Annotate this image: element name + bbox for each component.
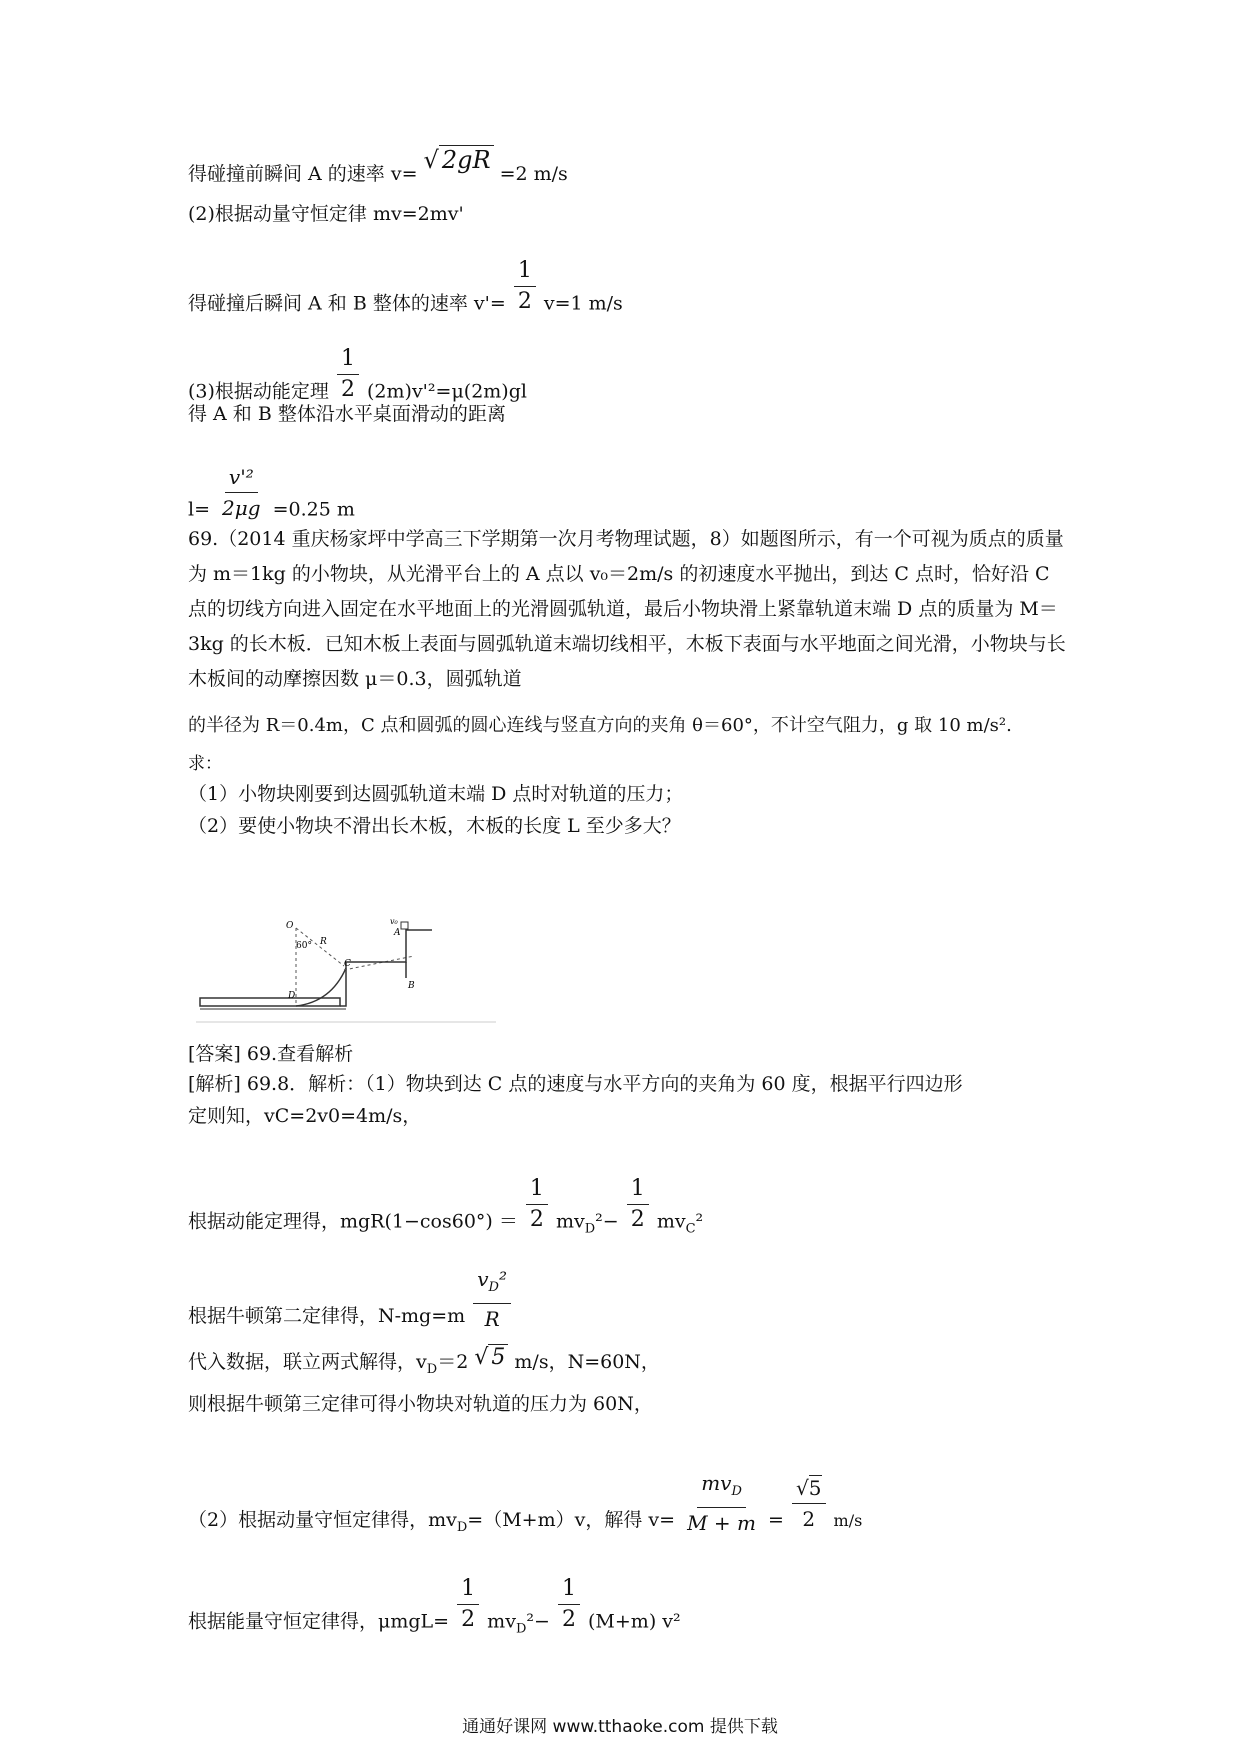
analysis-line-2 [188, 1104, 421, 1128]
text: 根据动能定理得，mgR(1−cos60°) ＝ [188, 1210, 518, 1233]
analysis-line-1 [188, 1072, 963, 1096]
text: l= [188, 498, 210, 521]
numerator: $v_D^2$ [473, 1264, 511, 1304]
fraction-half [457, 1574, 479, 1635]
text: (2)根据动量守恒定律 mv=2mv' [188, 203, 464, 225]
denominator: 2 [529, 1207, 544, 1232]
fraction-half [514, 256, 536, 317]
fraction-half [558, 1574, 580, 1635]
sqrt-expression: √ 5 [474, 1346, 508, 1370]
label-A: A [394, 928, 401, 938]
label-O: O [286, 921, 294, 931]
fraction-vd-over-r [473, 1264, 511, 1334]
trajectory [344, 956, 414, 970]
subscript: D [426, 1361, 438, 1377]
problem-text: 69.（2014 重庆杨家坪中学高三下学期第一次月考物理试题，8）如题图所示，有一个可视为质点的质量为 m＝1kg 的小物块，从光滑平台上的 A 点以 v₀＝2m/s 的初速度水平抛出，到达 C 点时，恰好沿 C 点的切线方向进入固定在水平地面上的光滑圆弧轨道，最后小物块滑上紧靠轨道末端 D 点的质量为 M＝3kg 的长木板．已知木板上表面与圆弧轨道末端切线相平，木板下表面与水平地面之间光滑，小物块与长木板间的动摩擦因数 μ＝0.3，圆弧轨道 [188, 528, 1066, 690]
text: = [768, 1509, 784, 1531]
text: 根据牛顿第二定律得，N-mg=m [188, 1305, 466, 1327]
subscript: D [515, 1621, 527, 1637]
numerator [697, 1468, 746, 1508]
text: v [477, 1267, 489, 1291]
text: ² [695, 1210, 704, 1233]
radicand: 2gR [439, 145, 494, 174]
denominator: 2 [630, 1207, 645, 1232]
text: (2m)v'²=μ(2m)gl [367, 380, 527, 403]
fraction-mvd [683, 1468, 760, 1538]
text: [答案] 69.查看解析 [188, 1043, 354, 1065]
text: mv [487, 1610, 516, 1633]
label-angle: 60° [296, 941, 312, 951]
text: （2）要使小物块不滑出长木板，木板的长度 L 至少多大？ [188, 815, 681, 837]
numerator: 1 [558, 1574, 580, 1605]
platform [346, 930, 432, 968]
text: ＝2 [437, 1351, 469, 1373]
ask-label [188, 752, 222, 776]
denominator: 2 [461, 1607, 476, 1632]
numerator: 1 [514, 256, 536, 287]
text: =2 m/s [499, 163, 568, 185]
numerator: 1 [457, 1574, 479, 1605]
problem-statement-end [188, 714, 1012, 738]
denominator: 2 [340, 377, 355, 402]
block-icon [401, 922, 408, 929]
subscript: D [456, 1519, 468, 1535]
text: mv [701, 1471, 732, 1495]
text: [解析] 69.8．解析：（1）物块到达 C 点的速度与水平方向的夹角为 60 度，根据平行四边形 [188, 1073, 963, 1095]
label-D: D [288, 991, 296, 1001]
text: v=1 m/s [543, 292, 623, 315]
text: (3)根据动能定理 [188, 380, 329, 403]
fraction-half [627, 1174, 649, 1235]
text: m/s，N=60N， [514, 1351, 660, 1373]
distance-intro-line [188, 402, 506, 426]
kinetic-energy-equation [188, 1176, 704, 1253]
denominator: 2 [802, 1506, 816, 1531]
answer-tag [188, 1042, 353, 1066]
text: （2）根据动量守恒定律得，mv [188, 1509, 457, 1531]
velocity-after-collision [188, 258, 623, 335]
text: 则根据牛顿第三定律可得小物块对轨道的压力为 60N， [188, 1393, 653, 1415]
denominator: 2μg [222, 496, 261, 520]
footer-watermark: 通通好课网 www.tthaoke.com 提供下载 [462, 1717, 778, 1737]
label-C: C [344, 959, 351, 969]
momentum-line [188, 1471, 863, 1556]
radicand: 5 [808, 1475, 822, 1500]
fraction-distance [218, 462, 265, 523]
fraction-half [337, 344, 359, 405]
momentum-conservation-line [188, 202, 464, 226]
arc-track [296, 968, 346, 1006]
text: =0.25 m [272, 498, 355, 521]
fraction-sqrt5 [792, 1473, 825, 1534]
numerator: 1 [526, 1174, 548, 1205]
text: ²− [595, 1210, 619, 1233]
numerator: √5 [792, 1473, 825, 1504]
subscript: C [685, 1221, 696, 1237]
text: =（M+m）v，解得 v= [467, 1509, 676, 1531]
question-1 [188, 782, 683, 806]
text: 求： [188, 754, 222, 774]
label-R: R [320, 937, 327, 947]
text: 代入数据，联立两式解得，v [188, 1351, 427, 1373]
text: 根据能量守恒定律得，μmgL= [188, 1610, 450, 1633]
problem-text: 的半径为 R＝0.4m，C 点和圆弧的圆心连线与竖直方向的夹角 θ＝60°，不计空气阻力，g 取 10 m/s². [188, 715, 1012, 736]
denominator: 2 [517, 289, 532, 314]
denominator: M + m [687, 1511, 756, 1535]
subscript: D [731, 1484, 742, 1499]
solve-line [188, 1345, 660, 1382]
subscript: D [584, 1221, 596, 1237]
energy-conservation-line [188, 1576, 681, 1653]
text: mv [555, 1210, 585, 1233]
text: (M+m) v² [588, 1610, 681, 1633]
numerator: v'² [225, 462, 258, 493]
numerator: 1 [337, 344, 359, 375]
text: 得碰撞前瞬间 A 的速率 v= [188, 163, 418, 185]
fraction-half [526, 1174, 548, 1235]
denominator: R [484, 1307, 500, 1331]
sqrt-expression: √ 2gR [424, 148, 494, 172]
subscript: D [488, 1280, 499, 1295]
problem-figure [196, 918, 496, 1028]
question-2 [188, 814, 681, 838]
text: 定则知，vC=2v0=4m/s， [188, 1105, 422, 1127]
label-v0: v₀ [390, 918, 398, 926]
problem-statement [188, 522, 1068, 697]
newton-second-law [188, 1267, 513, 1352]
velocity-before-collision [188, 146, 568, 186]
text: 得 A 和 B 整体沿水平桌面滑动的距离 [188, 403, 506, 425]
text: 得碰撞后瞬间 A 和 B 整体的速率 v'= [188, 292, 506, 315]
text: mv [656, 1210, 686, 1233]
text: m/s [833, 1511, 863, 1530]
label-B: B [408, 981, 415, 991]
numerator: 1 [627, 1174, 649, 1205]
text: （1）小物块刚要到达圆弧轨道末端 D 点时对轨道的压力； [188, 783, 684, 805]
text: ²− [526, 1610, 550, 1633]
third-law-line [188, 1392, 653, 1416]
radicand: 5 [488, 1344, 508, 1370]
denominator: 2 [561, 1607, 576, 1632]
